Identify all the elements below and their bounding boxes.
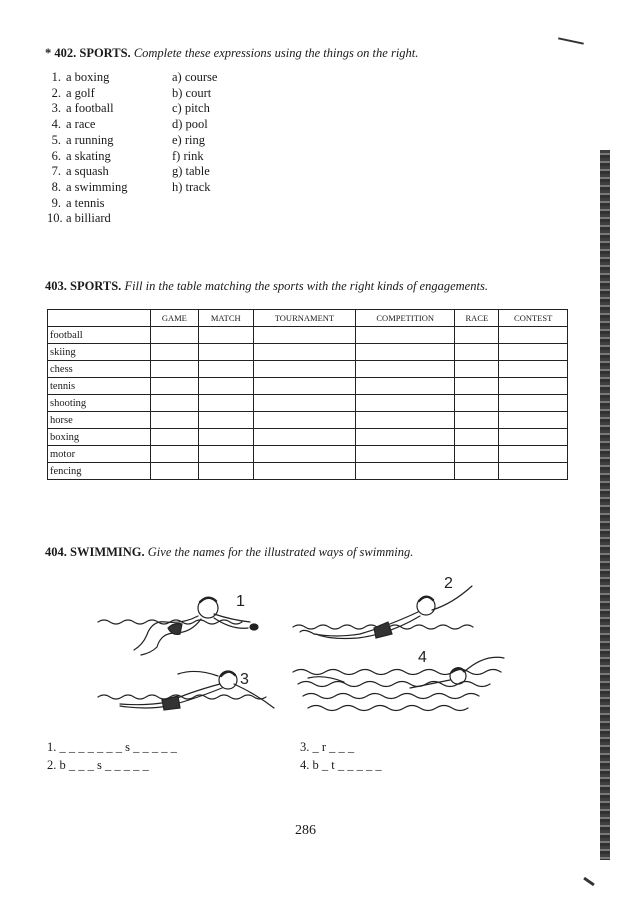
- option-item: f) rink: [172, 148, 204, 163]
- sport-cell: boxing: [48, 429, 151, 446]
- answer-line-3: 3. _ r _ _ _: [300, 740, 355, 754]
- answer-cell[interactable]: [356, 395, 455, 412]
- sport-cell: tennis: [48, 378, 151, 395]
- answer-cell[interactable]: [499, 446, 568, 463]
- exercise-instruction: Fill in the table matching the sports with the right kinds of engagements.: [124, 279, 488, 293]
- answer-cell[interactable]: [455, 361, 499, 378]
- column-header: TOURNAMENT: [253, 310, 355, 327]
- item-text: a tennis: [66, 195, 105, 210]
- answer-cell[interactable]: [356, 463, 455, 480]
- answer-cell[interactable]: [356, 327, 455, 344]
- answer-cell[interactable]: [356, 446, 455, 463]
- item-number: 5.: [51, 132, 61, 147]
- list-item: [47, 196, 127, 212]
- answer-cell[interactable]: [151, 378, 199, 395]
- answer-cell[interactable]: [455, 327, 499, 344]
- answer-cell[interactable]: [499, 361, 568, 378]
- answer-cell[interactable]: [356, 378, 455, 395]
- answer-cell[interactable]: [151, 395, 199, 412]
- swimmer-figure-1: [98, 598, 258, 655]
- list-item: [47, 211, 127, 227]
- page-number: 286: [295, 823, 316, 838]
- option-list: [172, 70, 217, 196]
- answer-cell[interactable]: [499, 344, 568, 361]
- exercise-topic: SWIMMING.: [70, 545, 145, 559]
- answer-cell[interactable]: [151, 412, 199, 429]
- column-header: COMPETITION: [356, 310, 455, 327]
- answer-cell[interactable]: [151, 361, 199, 378]
- list-item: [47, 70, 127, 86]
- answer-cell[interactable]: [356, 344, 455, 361]
- answer-cell[interactable]: [455, 395, 499, 412]
- swimmer-figure-2: [293, 586, 473, 639]
- figure-label-4: 4: [418, 649, 427, 666]
- table-row: [48, 344, 568, 361]
- answer-cell[interactable]: [198, 429, 253, 446]
- answer-cell[interactable]: [499, 395, 568, 412]
- answer-cell[interactable]: [253, 378, 355, 395]
- exercise-number: 404.: [45, 545, 67, 559]
- answer-cell[interactable]: [198, 344, 253, 361]
- item-number: 9.: [51, 195, 61, 210]
- swimming-strokes-illustration: [88, 572, 528, 734]
- exercise-instruction: Complete these expressions using the things on the right.: [133, 46, 419, 60]
- answer-cell[interactable]: [455, 378, 499, 395]
- item-text: a football: [66, 101, 114, 116]
- answer-cell[interactable]: [253, 395, 355, 412]
- answer-cell[interactable]: [356, 361, 455, 378]
- table-row: [48, 429, 568, 446]
- sport-cell: motor: [48, 446, 151, 463]
- option-item: b) court: [172, 85, 212, 100]
- answer-cell[interactable]: [198, 446, 253, 463]
- answer-cell[interactable]: [198, 361, 253, 378]
- option-item: e) ring: [172, 132, 205, 147]
- answer-cell[interactable]: [151, 429, 199, 446]
- answer-cell[interactable]: [455, 429, 499, 446]
- item-number: 4.: [51, 117, 61, 132]
- exercise-402-heading: [45, 46, 418, 61]
- option-item: d) pool: [172, 117, 208, 132]
- sport-cell: horse: [48, 412, 151, 429]
- answer-line-1: 1. _ _ _ _ _ _ _ s _ _ _ _ _: [47, 740, 177, 754]
- table-row: [48, 395, 568, 412]
- answer-cell[interactable]: [455, 344, 499, 361]
- item-text: a boxing: [66, 70, 110, 84]
- column-header: RACE: [455, 310, 499, 327]
- item-number: 1.: [51, 70, 61, 84]
- answer-cell[interactable]: [455, 463, 499, 480]
- table-row: [48, 446, 568, 463]
- sport-cell: fencing: [48, 463, 151, 480]
- swimmer-figure-4: [293, 657, 504, 710]
- answer-cell[interactable]: [455, 412, 499, 429]
- answer-cell[interactable]: [253, 327, 355, 344]
- item-number: 3.: [51, 101, 61, 116]
- answer-cell[interactable]: [198, 412, 253, 429]
- exercise-topic: SPORTS.: [79, 46, 131, 60]
- answer-cell[interactable]: [253, 429, 355, 446]
- expression-list: [47, 70, 127, 227]
- item-number: 7.: [51, 164, 61, 179]
- list-item: [47, 101, 127, 117]
- answer-cell[interactable]: [198, 327, 253, 344]
- column-header: GAME: [151, 310, 199, 327]
- list-item: [47, 180, 127, 196]
- item-text: a billiard: [66, 211, 111, 226]
- figure-label-2: 2: [444, 575, 453, 592]
- list-item: [47, 164, 127, 180]
- item-text: a skating: [66, 148, 111, 163]
- answer-cell[interactable]: [198, 463, 253, 480]
- answer-line-2: 2. b _ _ _ s _ _ _ _ _: [47, 758, 149, 772]
- answer-line-4: 4. b _ t _ _ _ _ _: [300, 758, 382, 772]
- item-text: a running: [66, 132, 114, 147]
- list-item: [47, 117, 127, 133]
- item-text: a swimming: [66, 179, 128, 194]
- sport-cell: shooting: [48, 395, 151, 412]
- item-text: a golf: [66, 85, 95, 100]
- answer-cell[interactable]: [499, 429, 568, 446]
- item-number: 10.: [47, 211, 63, 226]
- option-item: h) track: [172, 179, 211, 194]
- answer-cell[interactable]: [356, 429, 455, 446]
- answer-cell[interactable]: [151, 327, 199, 344]
- exercise-number: * 402.: [45, 46, 77, 60]
- item-number: 8.: [51, 179, 61, 194]
- table-row: [48, 378, 568, 395]
- answer-cell[interactable]: [356, 412, 455, 429]
- option-item: g) table: [172, 164, 210, 179]
- figure-label-3: 3: [240, 671, 249, 688]
- scan-mark: [558, 37, 584, 44]
- table-row: [48, 412, 568, 429]
- item-text: a squash: [66, 164, 109, 179]
- exercise-instruction: Give the names for the illustrated ways of swimming.: [147, 545, 414, 559]
- sport-cell: chess: [48, 361, 151, 378]
- answer-cell[interactable]: [198, 395, 253, 412]
- exercise-403-heading: [45, 279, 488, 294]
- answer-cell[interactable]: [151, 463, 199, 480]
- answer-cell[interactable]: [253, 361, 355, 378]
- table-row: [48, 463, 568, 480]
- exercise-404-heading: [45, 545, 413, 560]
- answer-cell[interactable]: [253, 412, 355, 429]
- item-number: 6.: [51, 148, 61, 163]
- option-item: c) pitch: [172, 101, 210, 116]
- item-text: a race: [66, 117, 96, 132]
- answer-cell[interactable]: [253, 344, 355, 361]
- table-corner-cell: [48, 310, 151, 327]
- answer-cell[interactable]: [151, 446, 199, 463]
- engagement-table: [47, 309, 568, 480]
- exercise-topic: SPORTS.: [70, 279, 122, 293]
- exercise-number: 403.: [45, 279, 67, 293]
- answer-cell[interactable]: [499, 378, 568, 395]
- sport-cell: skiing: [48, 344, 151, 361]
- column-header: CONTEST: [499, 310, 568, 327]
- list-item: [47, 86, 127, 102]
- column-header: MATCH: [198, 310, 253, 327]
- answer-cell[interactable]: [499, 463, 568, 480]
- sport-cell: football: [48, 327, 151, 344]
- scan-mark: [583, 877, 595, 886]
- answer-cell[interactable]: [499, 327, 568, 344]
- table-row: [48, 327, 568, 344]
- list-item: [47, 133, 127, 149]
- figure-label-1: 1: [236, 593, 245, 610]
- answer-cell[interactable]: [499, 412, 568, 429]
- list-item: [47, 149, 127, 165]
- answer-cell[interactable]: [253, 463, 355, 480]
- book-spine-shadow: [600, 150, 610, 860]
- item-number: 2.: [51, 85, 61, 100]
- table-row: [48, 361, 568, 378]
- answer-cell[interactable]: [151, 344, 199, 361]
- option-item: a) course: [172, 70, 218, 84]
- answer-cell[interactable]: [455, 446, 499, 463]
- table-header-row: [48, 310, 568, 327]
- answer-cell[interactable]: [198, 378, 253, 395]
- answer-cell[interactable]: [253, 446, 355, 463]
